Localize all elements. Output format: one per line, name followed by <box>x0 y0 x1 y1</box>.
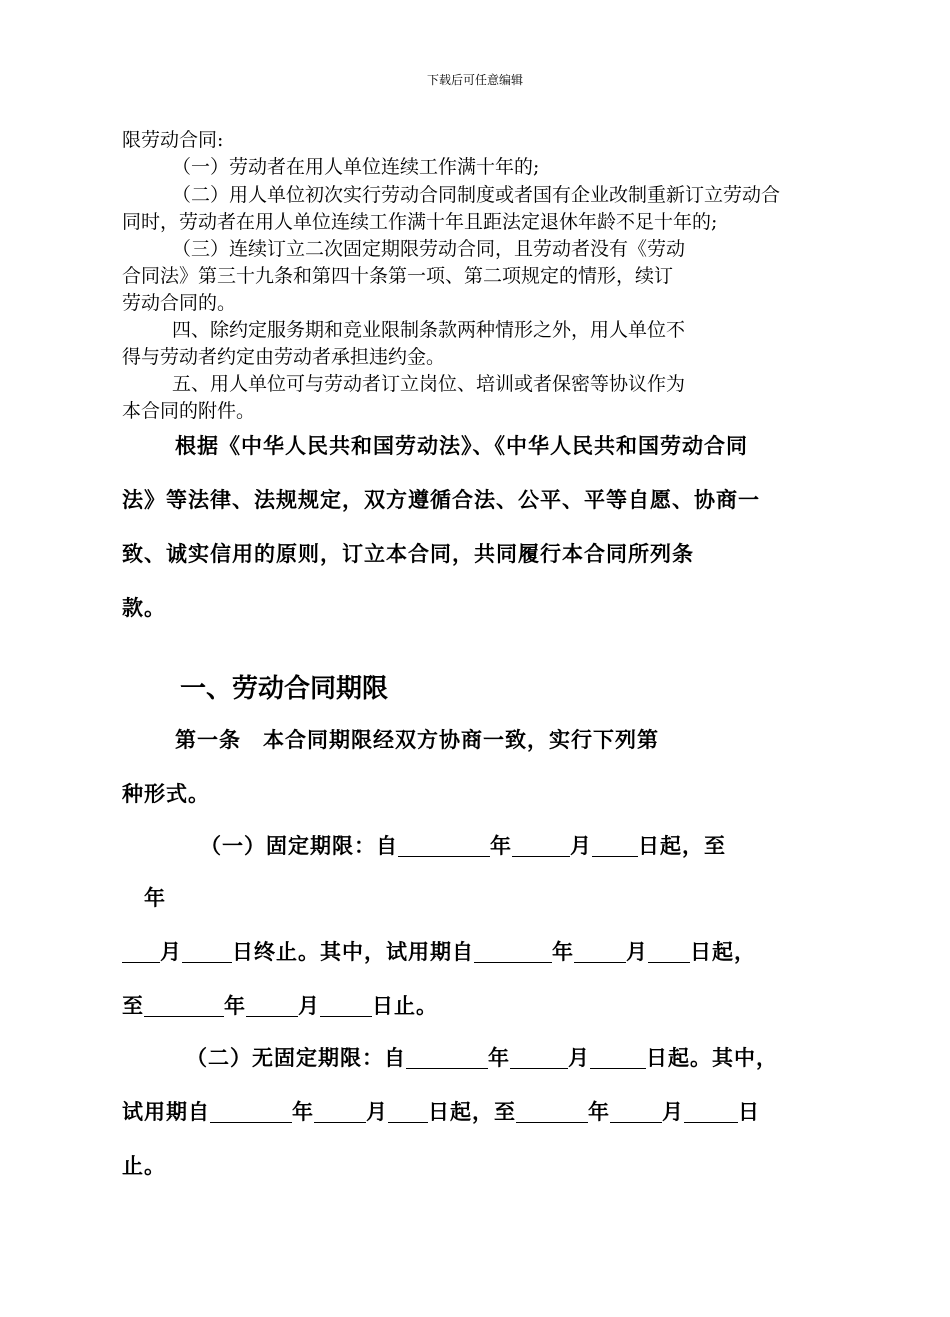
open-term-line <box>122 1098 760 1126</box>
blank-field[interactable] <box>592 834 638 857</box>
year-text: 年 <box>292 1099 314 1124</box>
month-text: 月 <box>626 939 648 964</box>
open-term-line: 止。 <box>122 1153 166 1178</box>
page-header: 下载后可任意编辑 <box>426 73 523 87</box>
month-text: 月 <box>568 1045 590 1070</box>
open-term-line <box>186 1044 778 1072</box>
clause-line: 四、除约定服务期和竞业限制条款两种情形之外，用人单位不 <box>172 319 686 341</box>
day-text: 日起，至 <box>638 833 726 858</box>
clause-line: 本合同的附件。 <box>122 400 256 422</box>
year-text: 年 <box>552 939 574 964</box>
clause-line: 限劳动合同: <box>122 129 224 151</box>
day-text: 日起。其中， <box>646 1045 778 1070</box>
year-text: 年 <box>588 1099 610 1124</box>
blank-field[interactable] <box>406 1046 488 1069</box>
blank-field[interactable] <box>388 1100 428 1123</box>
clause-line: 得与劳动者约定由劳动者承担违约金。 <box>122 346 446 368</box>
blank-field[interactable] <box>516 1100 588 1123</box>
clause-line: 五、用人单位可与劳动者订立岗位、培训或者保密等协议作为 <box>172 373 686 395</box>
blank-field[interactable] <box>210 1100 292 1123</box>
blank-field[interactable] <box>144 994 224 1017</box>
day-text: 日止。 <box>372 993 438 1018</box>
clause-line: （二）用人单位初次实行劳动合同制度或者国有企业改制重新订立劳动合 <box>172 184 781 206</box>
blank-field[interactable] <box>610 1100 662 1123</box>
trial-text: 试用期自 <box>122 1099 210 1124</box>
blank-field[interactable] <box>684 1100 738 1123</box>
month-text: 月 <box>366 1099 388 1124</box>
preamble-line: 根据《中华人民共和国劳动法》、《中华人民共和国劳动合同 <box>175 433 748 458</box>
clause-line: 同时，劳动者在用人单位连续工作满十年且距法定退休年龄不足十年的; <box>122 211 718 233</box>
clause-line: （三）连续订立二次固定期限劳动合同，且劳动者没有《劳动 <box>172 238 686 260</box>
day-text: 日终止。其中，试用期自 <box>232 939 474 964</box>
month-text: 月 <box>298 993 320 1018</box>
clause-line: 合同法》第三十九条和第四十条第一项、第二项规定的情形，续订 <box>122 265 674 287</box>
fixed-term-line <box>200 832 726 860</box>
to-text: 至 <box>122 993 144 1018</box>
year-text: 年 <box>490 833 512 858</box>
blank-field[interactable] <box>648 940 690 963</box>
blank-field[interactable] <box>590 1046 646 1069</box>
preamble-line: 致、诚实信用的原则，订立本合同，共同履行本合同所列条 <box>122 541 694 566</box>
clause-line: （一）劳动者在用人单位连续工作满十年的; <box>172 156 540 178</box>
blank-field[interactable] <box>398 834 490 857</box>
month-text: 月 <box>662 1099 684 1124</box>
article-line: 种形式。 <box>122 781 210 806</box>
article-line: 第一条 本合同期限经双方协商一致，实行下列第 <box>175 727 659 752</box>
section-heading: 一、劳动合同期限 <box>180 674 389 704</box>
blank-field[interactable] <box>320 994 372 1017</box>
year-text: 年 <box>224 993 246 1018</box>
day-text: 日起，至 <box>428 1099 516 1124</box>
month-text: 月 <box>160 939 182 964</box>
blank-field[interactable] <box>512 834 570 857</box>
blank-field[interactable] <box>510 1046 568 1069</box>
fixed-term-line <box>122 992 438 1020</box>
clause-line: 劳动合同的。 <box>122 292 237 314</box>
blank-field[interactable] <box>182 940 232 963</box>
blank-field[interactable] <box>314 1100 366 1123</box>
open-term-label: （二）无固定期限：自 <box>186 1045 406 1070</box>
year-text: 年 <box>144 885 166 910</box>
fixed-term-label: （一）固定期限：自 <box>200 833 398 858</box>
blank-field[interactable] <box>474 940 552 963</box>
blank-field[interactable] <box>246 994 298 1017</box>
blank-field[interactable] <box>122 940 160 963</box>
year-text: 年 <box>488 1045 510 1070</box>
month-text: 月 <box>570 833 592 858</box>
fixed-term-line <box>122 938 756 966</box>
day-text: 日起， <box>690 939 756 964</box>
preamble-line: 款。 <box>122 595 166 620</box>
preamble-line: 法》等法律、法规规定，双方遵循合法、公平、平等自愿、协商一 <box>122 487 760 512</box>
blank-field[interactable] <box>574 940 626 963</box>
day-text: 日 <box>738 1099 760 1124</box>
